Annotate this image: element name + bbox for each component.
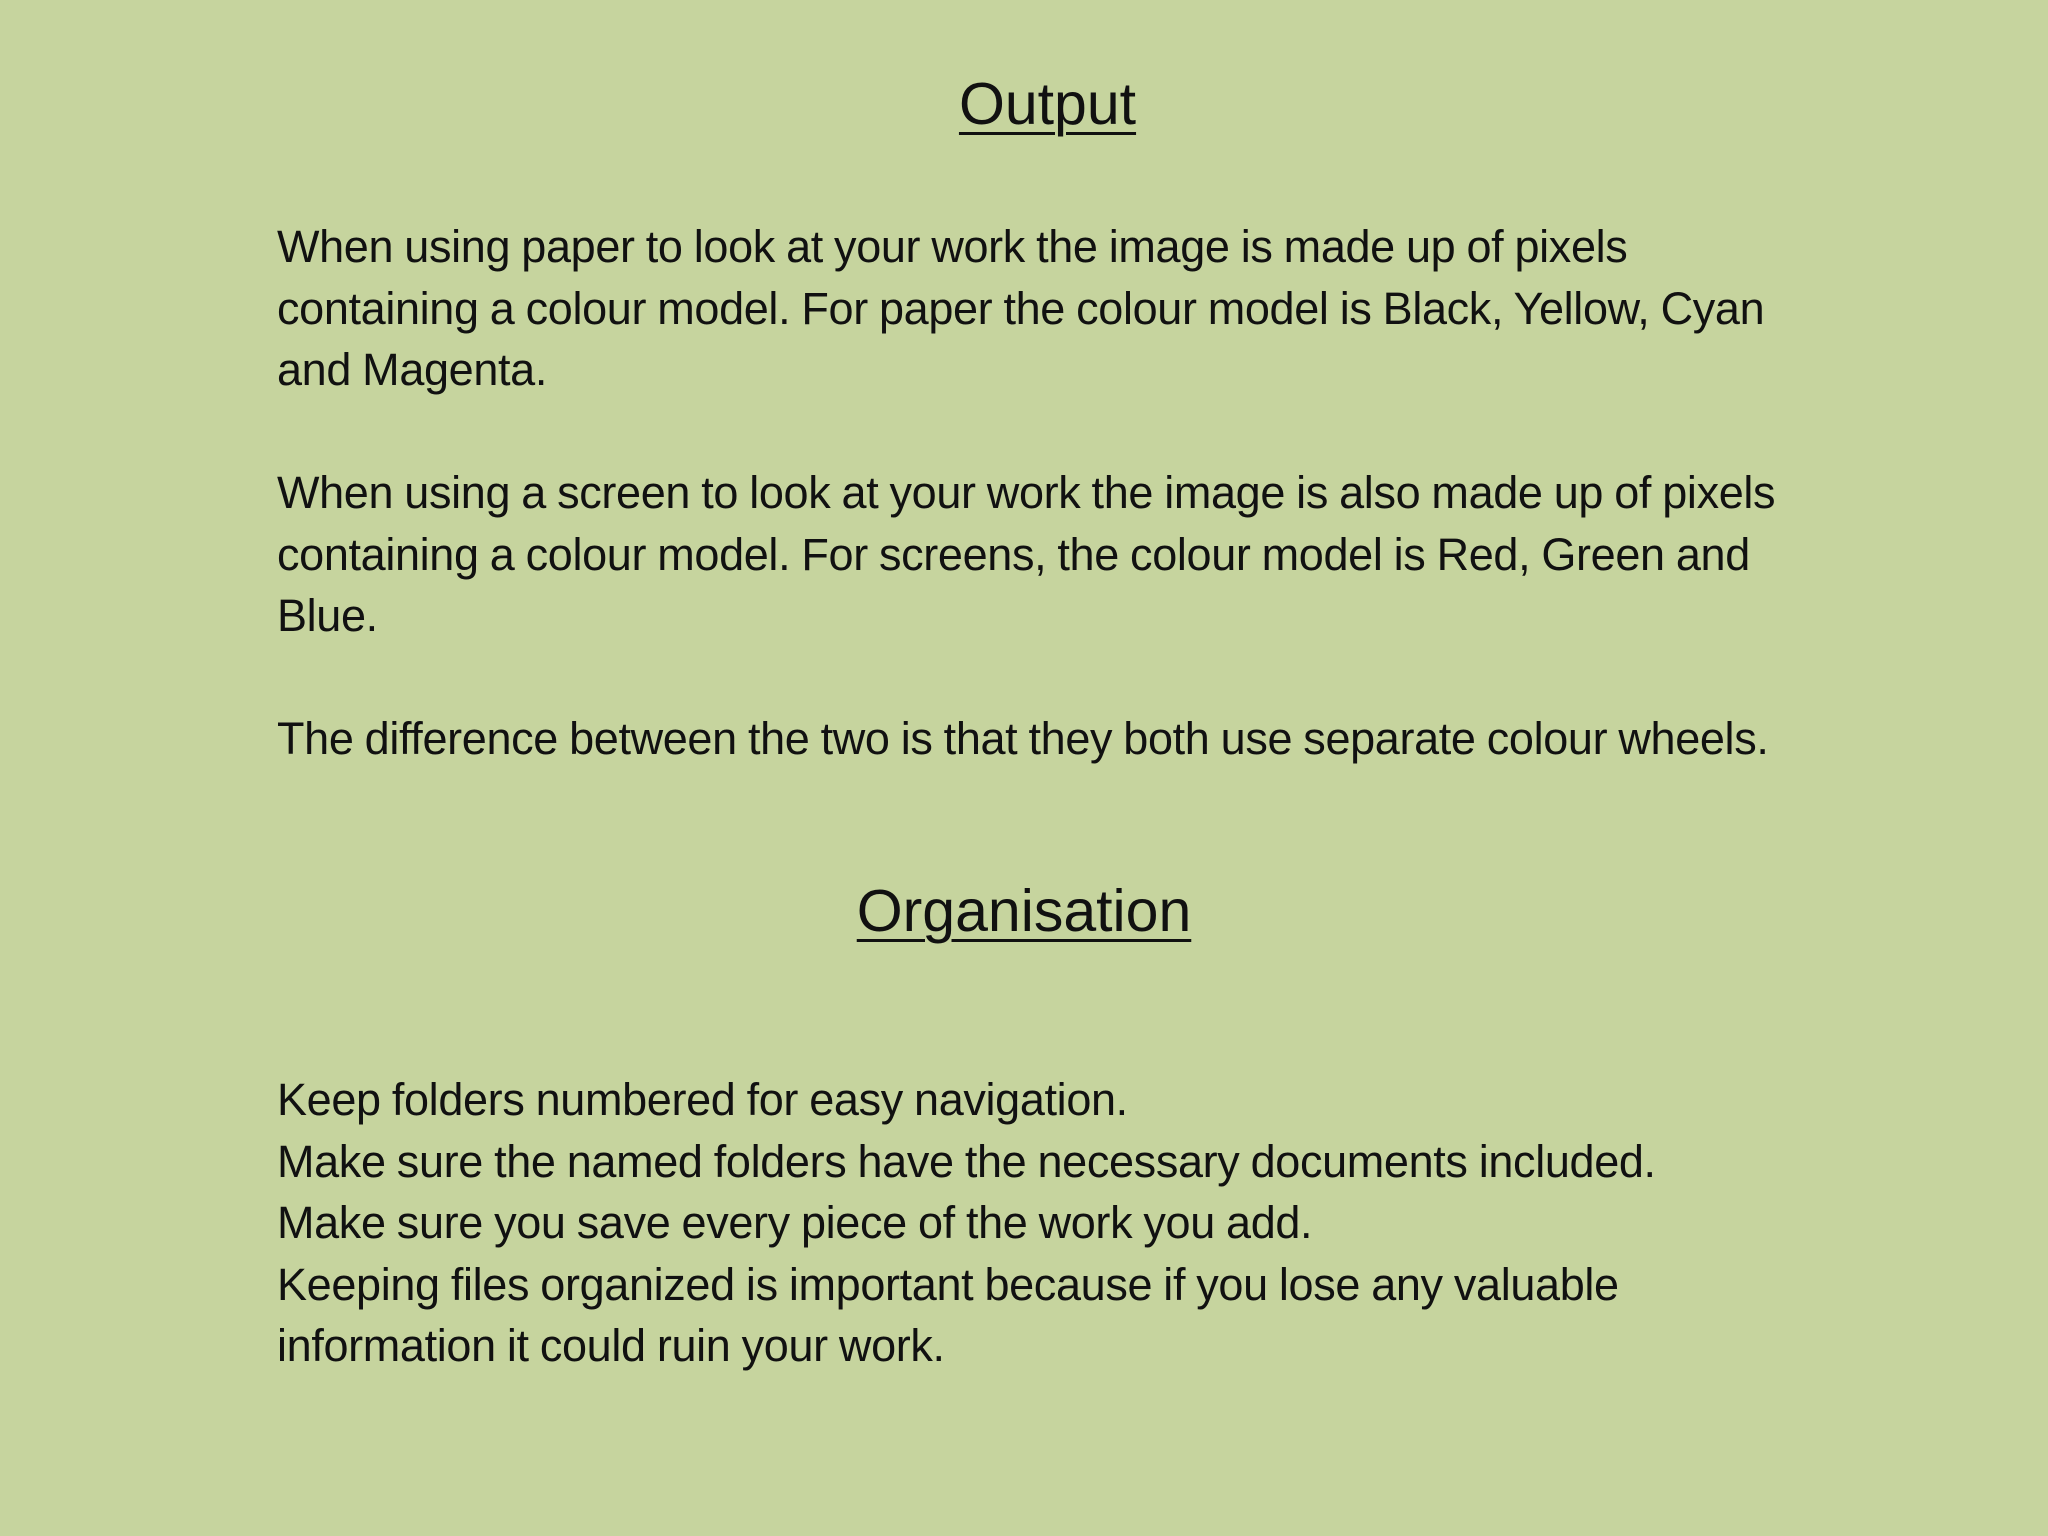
output-heading: Output (958, 71, 1137, 137)
output-paragraph-difference: The difference between the two is that they both use separate colour wheels. (277, 713, 1769, 764)
output-paragraph-paper: When using paper to look at your work the image is made up of pixels containing a colour model. For paper the colour model is Black, Yellow, Cyan and Magenta. (277, 221, 1765, 395)
organisation-point-necessary-documents: Make sure the named folders have the necessary documents included. (277, 1135, 1656, 1187)
organisation-points-list (277, 1069, 1797, 1377)
output-paragraph-screen: When using a screen to look at your work the image is also made up of pixels containing a colour model. For screens, the colour model is Red, Green and Blue. (277, 467, 1776, 641)
organisation-heading: Organisation (856, 878, 1192, 944)
organisation-point-save-work: Make sure you save every piece of the work you add. (277, 1197, 1313, 1248)
organisation-point-keep-organized: Keeping files organized is important because if you lose any valuable information it could ruin your work. (277, 1258, 1619, 1371)
organisation-point-folders-numbered: Keep folders numbered for easy navigation. (277, 1074, 1128, 1125)
